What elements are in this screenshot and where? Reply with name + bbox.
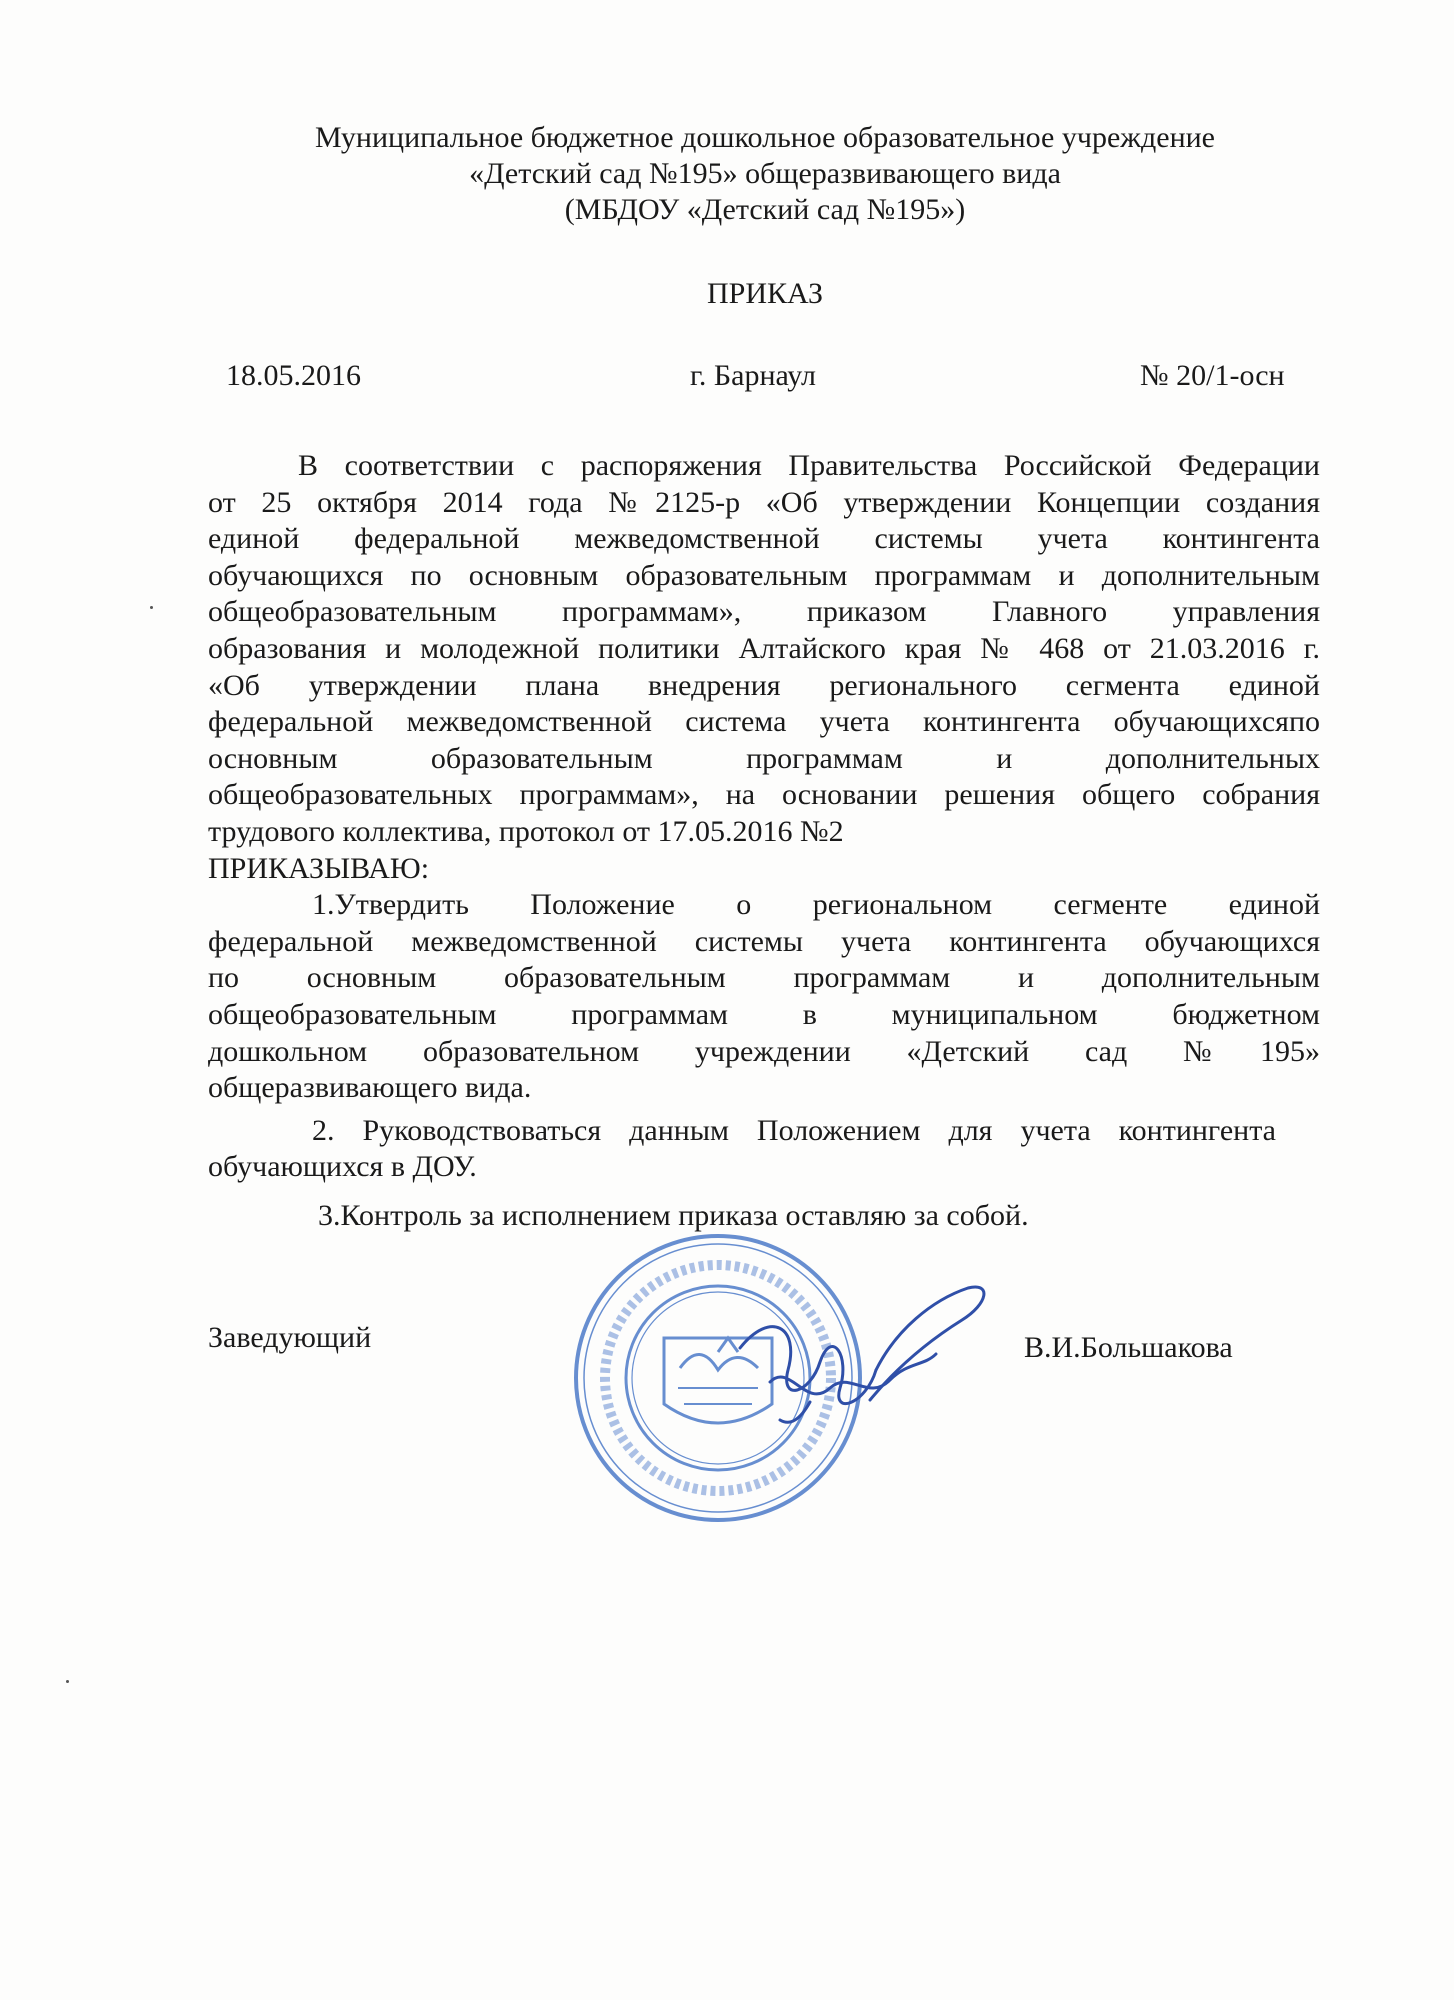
item-1-line: 1.Утвердить Положение о региональном сегменте единой xyxy=(312,888,1320,922)
intro-line: В соответствии с распоряжения Правительства Российской Федерации xyxy=(298,449,1320,482)
intro-line: единой федеральной межведомственной системы учета контингента xyxy=(208,522,1320,556)
handwritten-signature-icon xyxy=(700,1270,1000,1440)
intro-line: федеральной межведомственной система учета контингента обучающихсяпо xyxy=(208,705,1320,739)
scan-speck xyxy=(66,1680,69,1683)
intro-line: образования и молодежной политики Алтайского края № 468 от 21.03.2016 г. xyxy=(208,631,1320,665)
organization-header xyxy=(200,120,1330,228)
header-line-1: Муниципальное бюджетное дошкольное образовательное учреждение xyxy=(315,121,1215,154)
item-1-line: дошкольном образовательном учреждении «Детский сад №195» xyxy=(208,1034,1320,1068)
header-line-3: (МБДОУ «Детский сад №195») xyxy=(564,193,966,226)
document-title: ПРИКАЗ xyxy=(707,277,823,310)
item-1-line: по основным образовательным программам и дополнительным xyxy=(208,961,1320,995)
intro-line: трудового коллектива, протокол от 17.05.2016 №2 xyxy=(208,814,844,848)
intro-line: общеобразовательным программам», приказом Главного управления xyxy=(208,595,1320,629)
signatory-position: Заведующий xyxy=(208,1321,372,1354)
header-line-2: «Детский сад №195» общеразвивающего вида xyxy=(469,157,1061,190)
item-3: 3.Контроль за исполнением приказа оставляю за собой. xyxy=(318,1198,1029,1232)
signatory-name: В.И.Большакова xyxy=(1024,1331,1233,1364)
item-2-line: 2. Руководствоваться данным Положением для учета контингента xyxy=(312,1113,1276,1147)
intro-line: основным образовательным программам и дополнительных xyxy=(208,741,1320,775)
order-city: г. Барнаул xyxy=(690,359,816,392)
item-1-line: общеобразовательным программам в муниципальном бюджетном xyxy=(208,997,1320,1031)
item-1-line: общеразвивающего вида. xyxy=(208,1071,532,1105)
intro-line: общеобразовательных программам», на основании решения общего собрания xyxy=(208,778,1320,812)
intro-line: обучающихся по основным образовательным программам и дополнительным xyxy=(208,558,1320,592)
intro-line: «Об утверждении плана внедрения регионального сегмента единой xyxy=(208,668,1320,702)
item-1-line: федеральной межведомственной системы учета контингента обучающихся xyxy=(208,924,1320,958)
intro-line: от 25 октября 2014 года №2125-р «Об утверждении Концепции создания xyxy=(208,485,1320,519)
order-word: ПРИКАЗЫВАЮ: xyxy=(208,851,430,885)
item-2-line: обучающихся в ДОУ. xyxy=(208,1150,477,1184)
scan-speck xyxy=(150,606,153,609)
order-number: № 20/1-осн xyxy=(1140,359,1285,392)
order-body xyxy=(208,448,1320,1234)
order-date: 18.05.2016 xyxy=(226,359,361,392)
